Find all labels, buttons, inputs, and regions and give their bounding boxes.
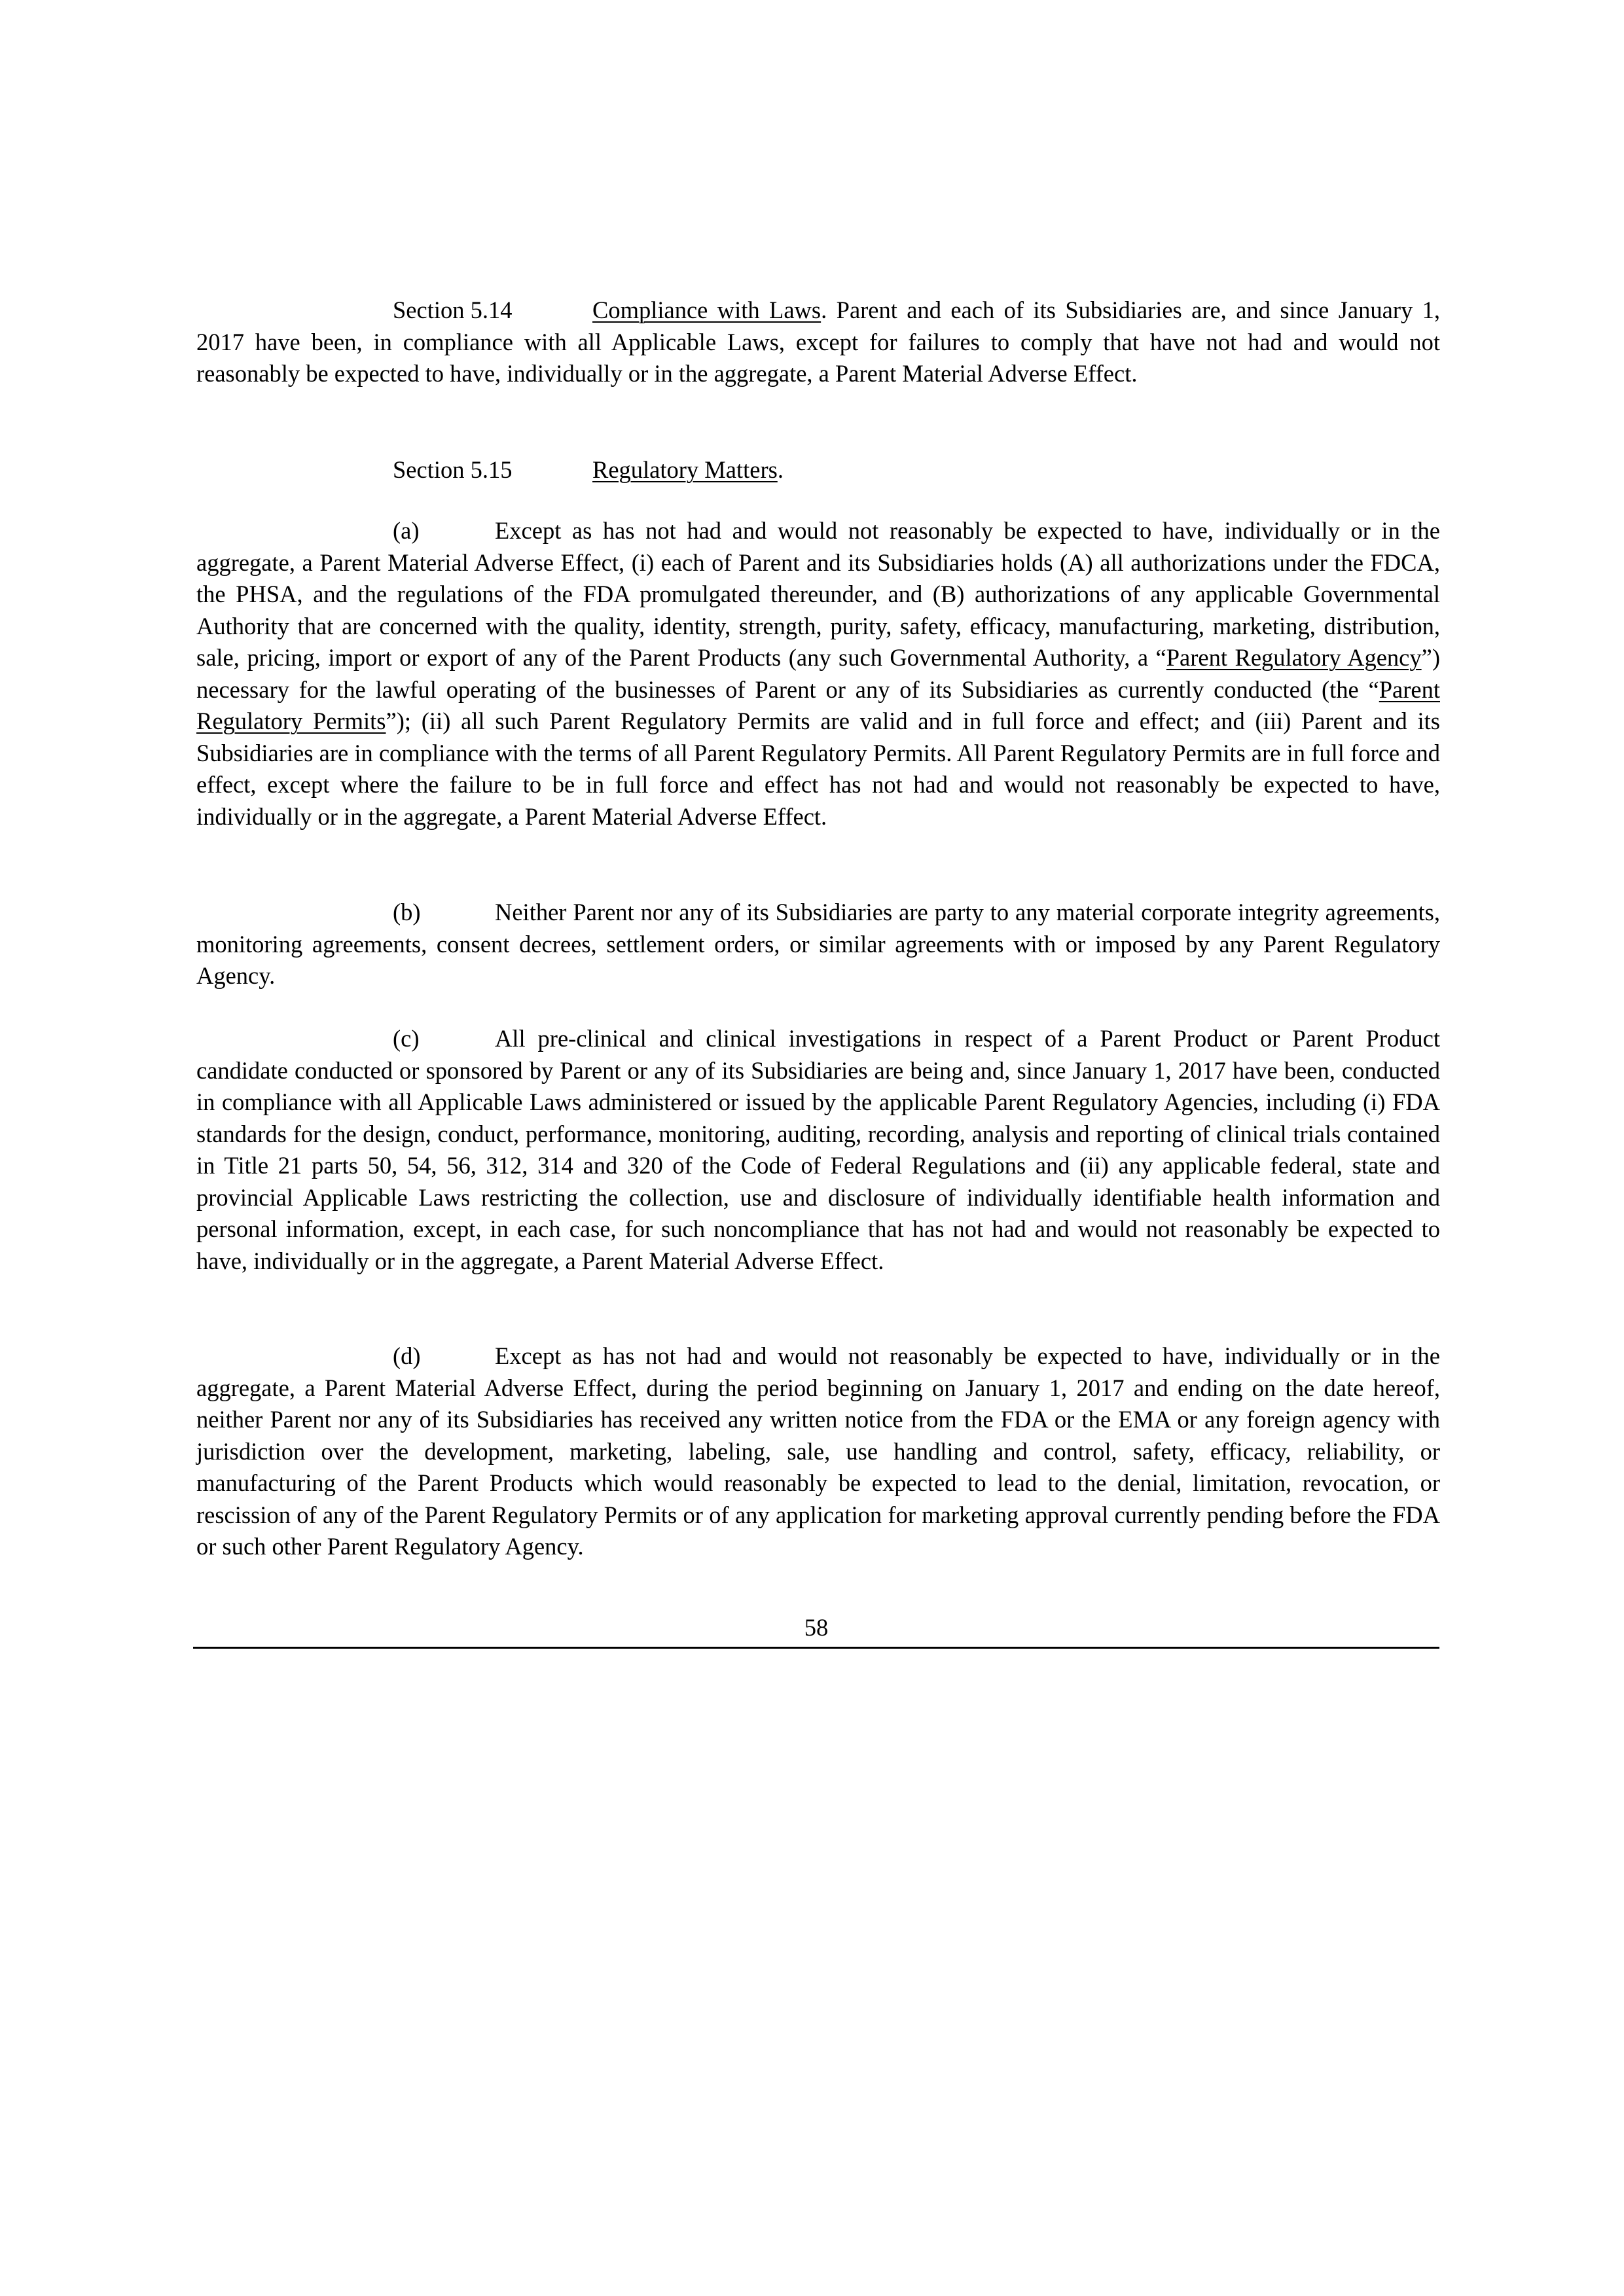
paragraph-label: (b)	[393, 899, 421, 925]
section-body: . Parent and each of its Subsidiaries are, and since January 1, 2017 have been, in compliance with all Applicable Laws, except for failures to comply that have not had and would not reasonably be expected to have, individually or in the aggregate, a Parent Material Adverse Effect.	[196, 296, 1441, 387]
paragraph-label: (a)	[393, 517, 420, 544]
paragraph-c-text: (c) All pre-clinical and clinical investigations in respect of a Parent Product or Parent Product candidate conducted or sponsored by Parent or any of its Subsidiaries are being and, since January 1, 2017 have been, conducted in compliance with all Applicable Laws administered or issued by the applicable Parent Regulatory Agencies, including (i) FDA standards for the design, conduct, performance, monitoring, auditing, recording, analysis and reporting of clinical trials contained in Title 21 parts 50, 54, 56, 312, 314 and 320 of the Code of Federal Regulations and (ii) any applicable federal, state and provincial Applicable Laws restricting the collection, use and disclosure of individually identifiable health information and personal information, except, in each case, for such noncompliance that has not had and would not reasonably be expected to have, individually or in the aggregate, a Parent Material Adverse Effect.	[196, 1023, 1440, 1277]
paragraph-d-text: (d) Except as has not had and would not reasonably be expected to have, individually or in the aggregate, a Parent Material Adverse Effect, during the period beginning on January 1, 2017 and ending on the date hereof, neither Parent nor any of its Subsidiaries has received any written notice from the FDA or the EMA or any foreign agency with jurisdiction over the development, marketing, labeling, sale, use handling and control, safety, efficacy, reliability, or manufacturing of the Parent Products which would reasonably be expected to lead to the denial, limitation, revocation, or rescission of any of the Parent Regulatory Permits or of any application for marketing approval currently pending before the FDA or such other Parent Regulatory Agency.	[196, 1340, 1440, 1563]
paragraph-c	[196, 1023, 1440, 1277]
section-5-15	[196, 454, 1440, 486]
page-number: 58	[804, 1614, 829, 1641]
section-title: Compliance with Laws	[592, 296, 821, 323]
paragraph-label: (d)	[393, 1342, 421, 1369]
section-number: Section 5.15	[393, 456, 513, 483]
defined-term: Parent Regulatory Permits	[196, 675, 1440, 734]
section-number: Section 5.14	[393, 296, 513, 323]
defined-term: Parent Regulatory Agency	[1166, 644, 1422, 671]
paragraph-a	[196, 515, 1440, 833]
section-title: Regulatory Matters	[592, 456, 778, 483]
section-5-15-heading: Section 5.15 Regulatory Matters.	[196, 454, 1440, 486]
paragraph-b	[196, 897, 1440, 992]
section-5-14	[196, 295, 1440, 390]
paragraph-d	[196, 1340, 1440, 1563]
page-footer	[193, 1612, 1439, 1649]
paragraph-a-text: (a) Except as has not had and would not reasonably be expected to have, individually or in the aggregate, a Parent Material Adverse Effect, (i) each of Parent and its Subsidiaries holds (A) all authorizations under the FDCA, the PHSA, and the regulations of the FDA promulgated thereunder, and (B) authorizations of any applicable Governmental Authority that are concerned with the quality, identity, strength, purity, safety, efficacy, manufacturing, marketing, distribution, sale, pricing, import or export of any of the Parent Products (any such Governmental Authority, a “Parent Regulatory Agency”) necessary for the lawful operating of the businesses of Parent or any of its Subsidiaries as currently conducted (the “Parent Regulatory Permits”); (ii) all such Parent Regulatory Permits are valid and in full force and effect; and (iii) Parent and its Subsidiaries are in compliance with the terms of all Parent Regulatory Permits. All Parent Regulatory Permits are in full force and effect, except where the failure to be in full force and effect has not had and would not reasonably be expected to have, individually or in the aggregate, a Parent Material Adverse Effect.	[196, 515, 1440, 833]
section-5-14-paragraph	[196, 295, 1440, 390]
paragraph-label: (c)	[393, 1025, 420, 1052]
paragraph-b-text: (b) Neither Parent nor any of its Subsidiaries are party to any material corporate integrity agreements, monitoring agreements, consent decrees, settlement orders, or similar agreements with or imposed by any Parent Regulatory Agency.	[196, 897, 1440, 992]
